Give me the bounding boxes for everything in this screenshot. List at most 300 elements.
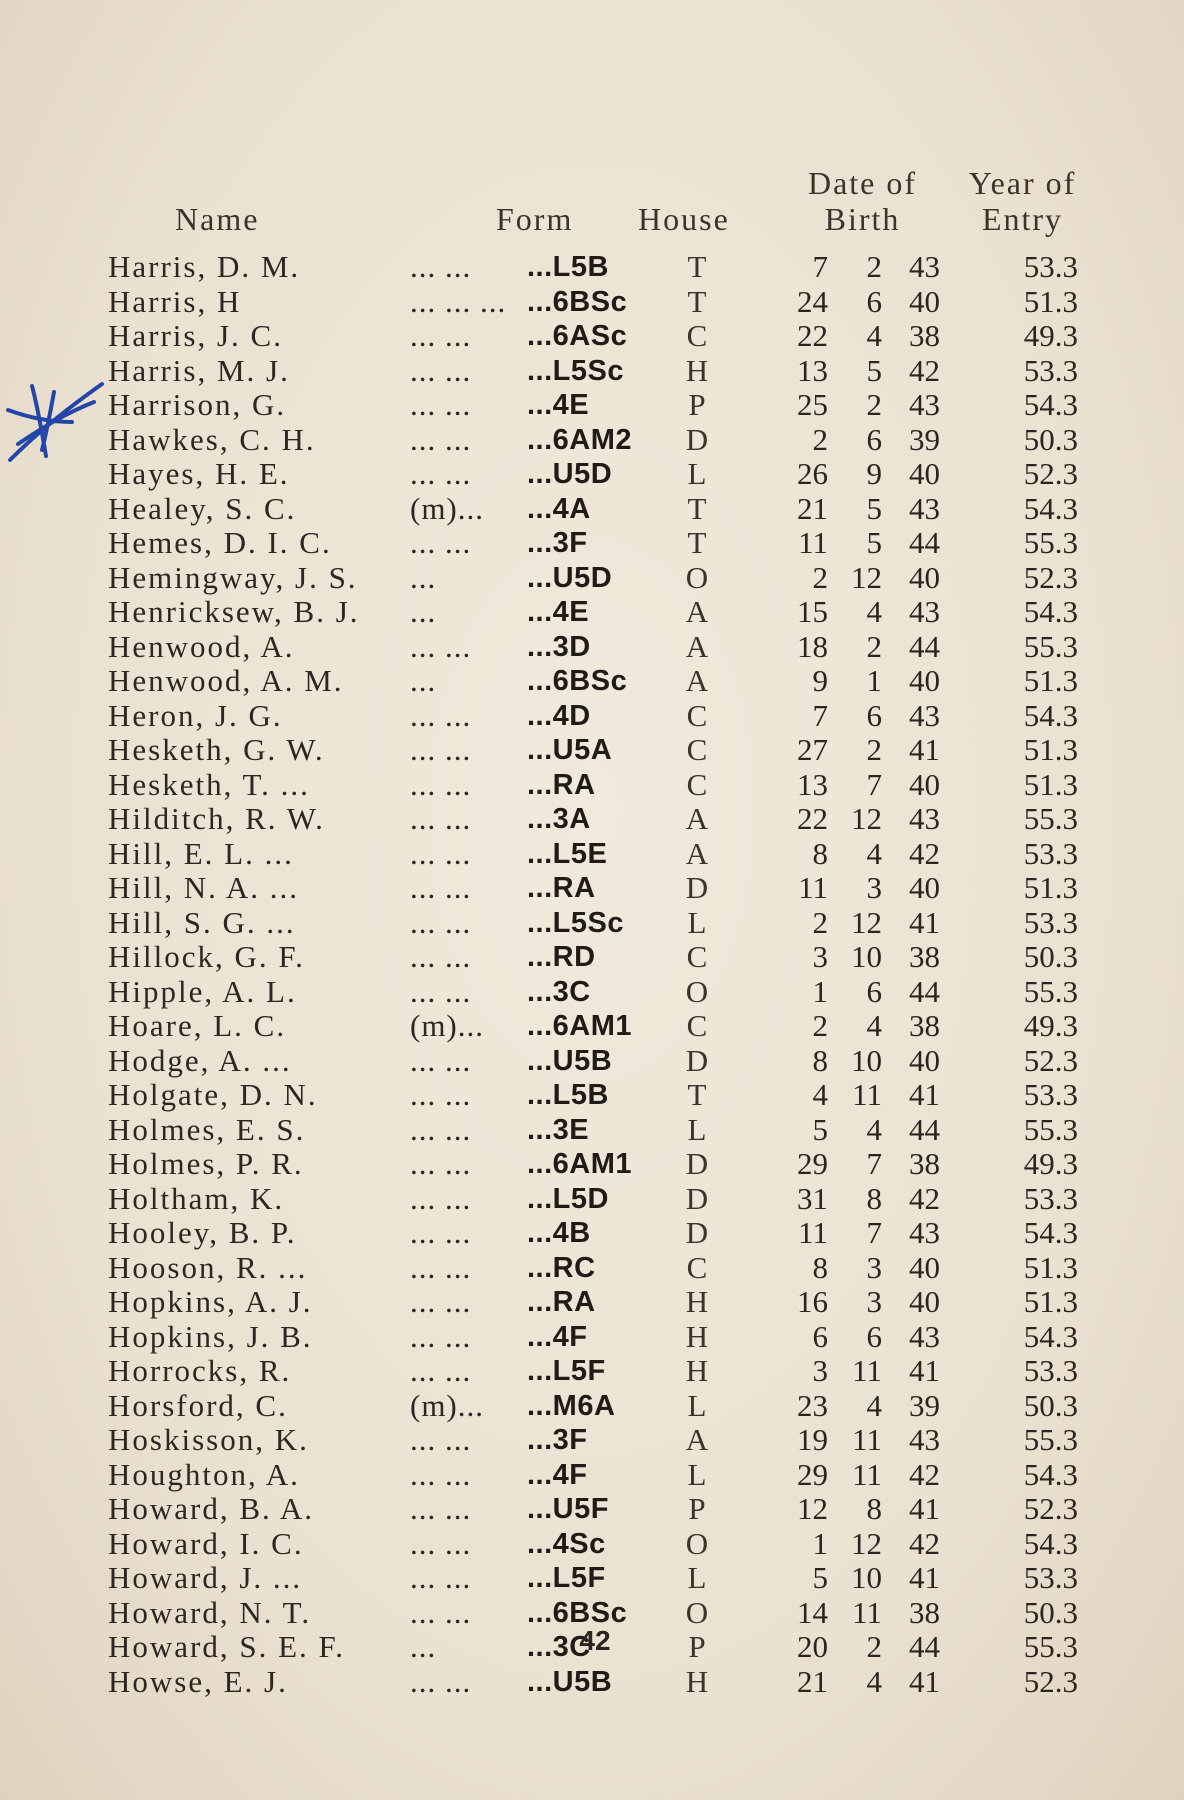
- birth-month: 9: [866, 456, 882, 491]
- leader-dots: ... ...: [410, 973, 472, 1009]
- house-letter: L: [687, 456, 707, 491]
- birth-year: 43: [909, 1422, 940, 1457]
- birth-day: 20: [797, 1629, 828, 1664]
- house-letter: O: [685, 973, 709, 1009]
- house-letter: A: [685, 663, 709, 698]
- leader-dots: ... ... ...: [410, 283, 507, 319]
- leader-dots: ... ...: [410, 1318, 472, 1354]
- form-code: ...L5Sc: [527, 354, 624, 387]
- entry-year: 51.3: [1023, 663, 1078, 698]
- student-name: Harris, J. C.: [108, 318, 283, 353]
- leader-dots: (m)...: [410, 1387, 485, 1423]
- entry-year: 54.3: [1023, 490, 1078, 526]
- list-item: [0, 526, 1184, 561]
- student-name: Hesketh, T. ...: [108, 766, 310, 802]
- asterisk-mark-icon: [2, 378, 110, 464]
- birth-day: 15: [797, 594, 828, 629]
- list-item: [0, 1389, 1184, 1424]
- list-item: [0, 457, 1184, 492]
- birth-month: 4: [866, 1663, 882, 1699]
- list-item: [0, 1527, 1184, 1562]
- student-name: Hayes, H. E.: [108, 456, 290, 491]
- student-name: Holtham, K.: [108, 1180, 285, 1216]
- form-code: ...U5D: [527, 561, 613, 594]
- header-dob-line2: Birth: [824, 201, 901, 237]
- entry-year: 53.3: [1023, 249, 1078, 284]
- birth-month: 2: [866, 732, 882, 767]
- birth-day: 24: [797, 283, 828, 319]
- list-item: [0, 975, 1184, 1010]
- birth-day: 22: [797, 318, 828, 353]
- student-name: Hawkes, C. H.: [108, 421, 316, 457]
- entry-year: 52.3: [1023, 1491, 1078, 1526]
- birth-year: 41: [909, 1491, 940, 1526]
- birth-year: 42: [909, 1525, 940, 1561]
- house-letter: A: [685, 1422, 709, 1457]
- birth-day: 4: [812, 1077, 828, 1112]
- birth-month: 4: [866, 1008, 882, 1043]
- student-name: Hooson, R. ...: [108, 1249, 308, 1285]
- house-letter: P: [688, 387, 706, 422]
- leader-dots: ... ...: [410, 1456, 472, 1492]
- birth-month: 5: [866, 490, 882, 526]
- leader-dots: ... ...: [410, 1249, 472, 1285]
- list-item: [0, 1009, 1184, 1044]
- leader-dots: ... ...: [410, 1422, 472, 1457]
- leader-dots: ...: [410, 559, 437, 595]
- birth-year: 44: [909, 525, 940, 560]
- house-letter: D: [685, 1180, 709, 1216]
- entry-year: 53.3: [1023, 1180, 1078, 1216]
- leader-dots: ... ...: [410, 1077, 472, 1112]
- birth-day: 12: [797, 1491, 828, 1526]
- student-name: Henwood, A.: [108, 628, 295, 664]
- birth-month: 1: [866, 663, 882, 698]
- house-letter: C: [686, 1249, 708, 1285]
- list-item: [0, 1561, 1184, 1596]
- entry-year: 51.3: [1023, 766, 1078, 802]
- house-letter: H: [685, 1353, 709, 1388]
- birth-month: 7: [866, 1146, 882, 1181]
- leader-dots: ... ...: [410, 939, 472, 974]
- birth-year: 38: [909, 1594, 940, 1630]
- house-letter: C: [686, 697, 708, 733]
- header-form: Form: [496, 201, 574, 237]
- leader-dots: ... ...: [410, 1042, 472, 1078]
- student-name: Holmes, E. S.: [108, 1111, 306, 1147]
- form-code: ...L5Sc: [527, 906, 624, 939]
- birth-day: 14: [797, 1594, 828, 1630]
- leader-dots: ... ...: [410, 904, 472, 940]
- birth-day: 11: [798, 525, 828, 560]
- birth-month: 4: [866, 1111, 882, 1147]
- entry-year: 53.3: [1023, 835, 1078, 871]
- birth-month: 6: [866, 283, 882, 319]
- house-letter: P: [688, 1491, 706, 1526]
- birth-day: 5: [812, 1111, 828, 1147]
- form-code: ...3E: [527, 1113, 590, 1146]
- birth-day: 29: [797, 1456, 828, 1492]
- entry-year: 54.3: [1023, 1456, 1078, 1492]
- header-year-of-entry: [955, 165, 1090, 237]
- birth-day: 25: [797, 387, 828, 422]
- student-name: Hopkins, A. J.: [108, 1284, 313, 1319]
- birth-day: 1: [812, 1525, 828, 1561]
- leader-dots: ... ...: [410, 766, 472, 802]
- birth-month: 10: [851, 1042, 882, 1078]
- form-code: ...L5D: [527, 1182, 609, 1215]
- house-letter: C: [686, 939, 708, 974]
- list-item: [0, 1320, 1184, 1355]
- entry-year: 55.3: [1023, 801, 1078, 836]
- house-letter: A: [685, 801, 709, 836]
- form-code: ...RC: [527, 1251, 596, 1284]
- list-item: [0, 1147, 1184, 1182]
- house-letter: A: [685, 628, 709, 664]
- form-code: ...6BSc: [527, 1596, 628, 1629]
- leader-dots: ... ...: [410, 1525, 472, 1561]
- form-code: ...M6A: [527, 1389, 616, 1422]
- birth-year: 40: [909, 663, 940, 698]
- birth-day: 29: [797, 1146, 828, 1181]
- header-entry-line2: Entry: [981, 201, 1064, 237]
- entry-year: 55.3: [1023, 525, 1078, 560]
- birth-day: 8: [812, 1042, 828, 1078]
- leader-dots: ... ...: [410, 352, 472, 388]
- student-name: Hoare, L. C.: [108, 1008, 287, 1043]
- birth-month: 4: [866, 1387, 882, 1423]
- form-code: ...U5B: [527, 1044, 613, 1077]
- entry-year: 49.3: [1023, 1146, 1078, 1181]
- form-code: ...6BSc: [527, 285, 628, 318]
- form-code: ...4B: [527, 1217, 591, 1249]
- birth-year: 40: [909, 1042, 940, 1078]
- birth-day: 2: [812, 904, 828, 940]
- birth-month: 6: [866, 973, 882, 1009]
- header-dob-line1: Date of: [807, 165, 918, 201]
- birth-year: 39: [909, 1387, 940, 1423]
- birth-day: 2: [812, 1008, 828, 1043]
- birth-year: 44: [909, 1629, 940, 1664]
- house-letter: D: [685, 421, 709, 457]
- birth-year: 41: [909, 732, 940, 767]
- birth-year: 40: [909, 1249, 940, 1285]
- form-code: ...6BSc: [527, 665, 628, 697]
- birth-year: 43: [909, 594, 940, 629]
- list-item: [0, 1078, 1184, 1113]
- birth-day: 21: [797, 490, 828, 526]
- birth-month: 2: [866, 387, 882, 422]
- birth-day: 19: [797, 1422, 828, 1457]
- student-name: Hodge, A. ...: [108, 1042, 292, 1078]
- birth-year: 44: [909, 628, 940, 664]
- entry-year: 54.3: [1023, 594, 1078, 629]
- birth-day: 21: [797, 1663, 828, 1699]
- birth-month: 12: [851, 904, 882, 940]
- list-item: [0, 492, 1184, 527]
- birth-year: 42: [909, 352, 940, 388]
- birth-day: 2: [812, 559, 828, 595]
- birth-year: 43: [909, 1318, 940, 1354]
- header-date-of-birth: [795, 165, 930, 237]
- leader-dots: (m)...: [410, 1008, 485, 1043]
- student-name: Hilditch, R. W.: [108, 801, 325, 836]
- form-code: ...4A: [527, 492, 591, 525]
- birth-day: 31: [797, 1180, 828, 1216]
- list-item: [0, 733, 1184, 768]
- list-item: [0, 664, 1184, 699]
- entry-year: 51.3: [1023, 732, 1078, 767]
- birth-year: 43: [909, 490, 940, 526]
- birth-day: 9: [812, 663, 828, 698]
- birth-year: 39: [909, 421, 940, 457]
- leader-dots: ... ...: [410, 387, 472, 422]
- birth-year: 40: [909, 456, 940, 491]
- birth-day: 5: [812, 1560, 828, 1595]
- birth-year: 40: [909, 1284, 940, 1319]
- birth-year: 40: [909, 870, 940, 905]
- leader-dots: ... ...: [410, 801, 472, 836]
- student-name: Howard, N. T.: [108, 1594, 312, 1630]
- list-item: [0, 768, 1184, 803]
- form-code: ...3D: [527, 630, 591, 663]
- leader-dots: ... ...: [410, 697, 472, 733]
- entry-year: 53.3: [1023, 1560, 1078, 1595]
- entry-year: 52.3: [1023, 1663, 1078, 1699]
- birth-month: 6: [866, 1318, 882, 1354]
- form-code: ...4E: [527, 389, 590, 421]
- form-code: ...L5F: [527, 1562, 606, 1594]
- birth-day: 3: [812, 939, 828, 974]
- birth-month: 4: [866, 835, 882, 871]
- student-name: Hemingway, J. S.: [108, 559, 358, 595]
- house-letter: A: [685, 594, 709, 629]
- leader-dots: ... ...: [410, 421, 472, 457]
- birth-month: 6: [866, 697, 882, 733]
- list-item: [0, 1458, 1184, 1493]
- house-letter: L: [687, 1456, 707, 1492]
- list-item: [0, 940, 1184, 975]
- house-letter: C: [686, 732, 708, 767]
- birth-day: 16: [797, 1284, 828, 1319]
- birth-month: 12: [851, 801, 882, 836]
- birth-month: 11: [852, 1456, 882, 1492]
- list-item: [0, 285, 1184, 320]
- birth-year: 44: [909, 1111, 940, 1147]
- student-name: Howard, B. A.: [108, 1491, 314, 1526]
- entry-year: 53.3: [1023, 352, 1078, 388]
- birth-month: 10: [851, 939, 882, 974]
- leader-dots: ... ...: [410, 628, 472, 664]
- house-letter: O: [685, 1525, 709, 1561]
- student-name: Howse, E. J.: [108, 1663, 288, 1699]
- entry-year: 55.3: [1023, 1629, 1078, 1664]
- house-letter: H: [685, 352, 709, 388]
- birth-year: 38: [909, 1146, 940, 1181]
- list-item: [0, 1251, 1184, 1286]
- birth-day: 8: [812, 1249, 828, 1285]
- list-item: [0, 1665, 1184, 1700]
- list-item: [0, 354, 1184, 389]
- leader-dots: ...: [410, 1629, 437, 1664]
- form-code: ...3C: [527, 975, 591, 1008]
- entry-year: 51.3: [1023, 1284, 1078, 1319]
- birth-day: 27: [797, 732, 828, 767]
- entry-year: 52.3: [1023, 559, 1078, 595]
- entry-year: 55.3: [1023, 1422, 1078, 1457]
- entry-year: 50.3: [1023, 1594, 1078, 1630]
- house-letter: H: [685, 1663, 709, 1699]
- leader-dots: (m)...: [410, 490, 485, 526]
- leader-dots: ... ...: [410, 1560, 472, 1595]
- house-letter: L: [687, 1560, 707, 1595]
- student-name: Healey, S. C.: [108, 490, 297, 526]
- student-name: Harris, D. M.: [108, 249, 301, 284]
- birth-day: 11: [798, 870, 828, 905]
- form-code: ...4F: [527, 1320, 588, 1353]
- birth-month: 8: [866, 1180, 882, 1216]
- entry-year: 54.3: [1023, 387, 1078, 422]
- entry-year: 52.3: [1023, 1042, 1078, 1078]
- birth-year: 41: [909, 1560, 940, 1595]
- birth-month: 11: [852, 1594, 882, 1630]
- student-name: Hill, N. A. ...: [108, 870, 300, 905]
- list-item: [0, 1216, 1184, 1251]
- form-code: ...6AM1: [527, 1148, 633, 1180]
- birth-year: 41: [909, 904, 940, 940]
- birth-year: 42: [909, 835, 940, 871]
- house-letter: C: [686, 766, 708, 802]
- entry-year: 54.3: [1023, 1525, 1078, 1561]
- leader-dots: ... ...: [410, 1663, 472, 1699]
- birth-month: 3: [866, 1284, 882, 1319]
- house-letter: A: [685, 835, 709, 871]
- entry-year: 51.3: [1023, 1249, 1078, 1285]
- list-item: [0, 1492, 1184, 1527]
- birth-month: 6: [866, 421, 882, 457]
- student-name: Harris, H: [108, 283, 242, 319]
- birth-year: 43: [909, 697, 940, 733]
- birth-day: 23: [797, 1387, 828, 1423]
- house-letter: L: [687, 904, 707, 940]
- list-item: [0, 561, 1184, 596]
- student-name: Hooley, B. P.: [108, 1215, 297, 1250]
- house-letter: T: [687, 249, 707, 284]
- student-name: Hill, E. L. ...: [108, 835, 294, 871]
- form-code: ...RD: [527, 941, 596, 973]
- entry-year: 49.3: [1023, 318, 1078, 353]
- leader-dots: ... ...: [410, 1180, 472, 1216]
- form-code: ...L5F: [527, 1355, 606, 1387]
- house-letter: L: [687, 1387, 707, 1423]
- form-code: ...6AM2: [527, 423, 633, 456]
- birth-day: 22: [797, 801, 828, 836]
- form-code: ...L5B: [527, 251, 609, 283]
- list-item: [0, 1354, 1184, 1389]
- list-item: [0, 906, 1184, 941]
- birth-month: 10: [851, 1560, 882, 1595]
- birth-month: 11: [852, 1353, 882, 1388]
- student-name: Hillock, G. F.: [108, 939, 305, 974]
- house-letter: T: [687, 490, 707, 526]
- entry-year: 51.3: [1023, 870, 1078, 905]
- entry-year: 55.3: [1023, 1111, 1078, 1147]
- form-code: ...RA: [527, 1286, 596, 1318]
- leader-dots: ... ...: [410, 870, 472, 905]
- form-code: ...4D: [527, 699, 591, 732]
- list-item: [0, 595, 1184, 630]
- house-letter: T: [687, 1077, 707, 1112]
- birth-year: 43: [909, 249, 940, 284]
- birth-day: 1: [812, 973, 828, 1009]
- birth-month: 4: [866, 594, 882, 629]
- entry-year: 50.3: [1023, 1387, 1078, 1423]
- house-letter: O: [685, 1594, 709, 1630]
- form-code: ...3F: [527, 527, 588, 559]
- entry-year: 51.3: [1023, 283, 1078, 319]
- list-item: [0, 388, 1184, 423]
- house-letter: T: [687, 525, 707, 560]
- list-item: [0, 699, 1184, 734]
- birth-year: 43: [909, 387, 940, 422]
- leader-dots: ... ...: [410, 1353, 472, 1388]
- birth-year: 40: [909, 766, 940, 802]
- birth-month: 7: [866, 1215, 882, 1250]
- birth-year: 38: [909, 939, 940, 974]
- birth-month: 5: [866, 525, 882, 560]
- page-number: 42: [579, 1625, 611, 1656]
- leader-dots: ... ...: [410, 318, 472, 353]
- birth-day: 3: [812, 1353, 828, 1388]
- birth-year: 41: [909, 1077, 940, 1112]
- leader-dots: ... ...: [410, 1594, 472, 1630]
- birth-day: 26: [797, 456, 828, 491]
- birth-month: 3: [866, 1249, 882, 1285]
- house-letter: D: [685, 1146, 709, 1181]
- list-item: [0, 423, 1184, 458]
- form-code: ...U5F: [527, 1493, 609, 1525]
- column-headers: [0, 165, 1184, 245]
- birth-day: 6: [812, 1318, 828, 1354]
- leader-dots: ... ...: [410, 456, 472, 491]
- student-name: Houghton, A.: [108, 1456, 300, 1492]
- student-name: Henwood, A. M.: [108, 663, 344, 698]
- list-item: [0, 802, 1184, 837]
- entry-year: 52.3: [1023, 456, 1078, 491]
- student-name: Hopkins, J. B.: [108, 1318, 313, 1354]
- list-item: [0, 837, 1184, 872]
- entry-year: 54.3: [1023, 1318, 1078, 1354]
- student-name: Hoskisson, K.: [108, 1422, 309, 1457]
- list-item: [0, 319, 1184, 354]
- student-name: Holmes, P. R.: [108, 1146, 304, 1181]
- list-item: [0, 630, 1184, 665]
- house-letter: C: [686, 1008, 708, 1043]
- form-code: ...4Sc: [527, 1527, 606, 1560]
- birth-year: 42: [909, 1456, 940, 1492]
- birth-year: 44: [909, 973, 940, 1009]
- student-name: Hill, S. G. ...: [108, 904, 296, 940]
- birth-day: 11: [798, 1215, 828, 1250]
- student-name: Harrison, G.: [108, 387, 287, 422]
- house-letter: D: [685, 1215, 709, 1250]
- birth-month: 7: [866, 766, 882, 802]
- header-entry-line1: Year of: [968, 165, 1077, 201]
- birth-year: 41: [909, 1353, 940, 1388]
- house-letter: D: [685, 1042, 709, 1078]
- form-code: ...RA: [527, 768, 596, 801]
- form-code: ...4F: [527, 1458, 588, 1491]
